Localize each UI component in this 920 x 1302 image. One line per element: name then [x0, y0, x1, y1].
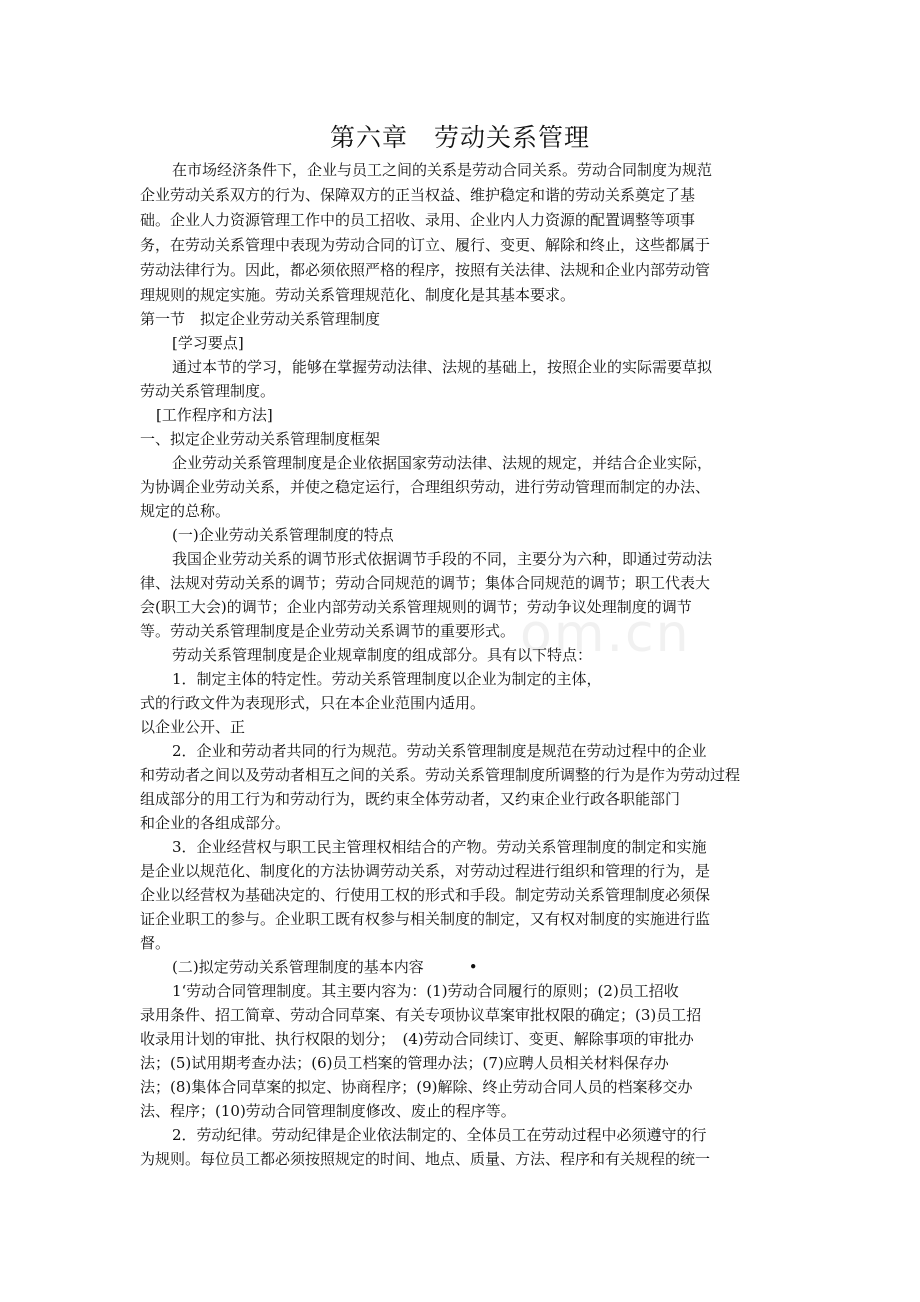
section-heading: 第一节 拟定企业劳动关系管理制度: [140, 310, 381, 328]
paragraph-line: 础。企业人力资源管理工作中的员工招收、录用、企业内人力资源的配置调整等项事: [140, 211, 696, 229]
paragraph-line: 劳动法律行为。因此，都必须依照严格的程序，按照有关法律、法规和企业内部劳动管: [140, 261, 711, 279]
paragraph-line: 1．制定主体的特定性。劳动关系管理制度以企业为制定的主体，: [172, 670, 602, 688]
paragraph-line: 企业以经营权为基础决定的、行使用工权的形式和手段。制定劳动关系管理制度必须保: [140, 886, 711, 904]
paragraph-line: 法；(8)集体合同草案的拟定、协商程序；(9)解除、终止劳动合同人员的档案移交办: [140, 1078, 693, 1096]
paragraph-line: 劳动关系管理制度是企业规章制度的组成部分。具有以下特点：: [172, 646, 593, 664]
paragraph-line: 理规则的规定实施。劳动关系管理规范化、制度化是其基本要求。: [140, 286, 576, 304]
paragraph-line: 等。劳动关系管理制度是企业劳动关系调节的重要形式。: [140, 622, 516, 640]
subheading: [工作程序和方法]: [156, 406, 273, 424]
paragraph-line: 企业劳动关系双方的行为、保障双方的正当权益、维护稳定和谐的劳动关系奠定了基: [140, 186, 696, 204]
paragraph-line: 务，在劳动关系管理中表现为劳动合同的订立、履行、变更、解除和终止，这些都属于: [140, 236, 711, 254]
paragraph-line: 律、法规对劳动关系的调节；劳动合同规范的调节；集体合同规范的调节；职工代表大: [140, 574, 711, 592]
paragraph-line: 为规则。每位员工都必须按照规定的时间、地点、质量、方法、程序和有关规程的统一: [140, 1150, 711, 1168]
paragraph-line: 企业劳动关系管理制度是企业依据国家劳动法律、法规的规定，并结合企业实际，: [172, 454, 713, 472]
paragraph-line: 2．劳动纪律。劳动纪律是企业依法制定的、全体员工在劳动过程中必须遵守的行: [172, 1126, 707, 1144]
paragraph-line: 2．企业和劳动者共同的行为规范。劳动关系管理制度是规范在劳动过程中的企业: [172, 742, 707, 760]
paragraph-line: 录用条件、招工简章、劳动合同草案、有关专项协议草案审批权限的确定；(3)员工招: [140, 1006, 702, 1024]
paragraph-line: 会(职工大会)的调节；企业内部劳动关系管理规则的调节；劳动争议处理制度的调节: [140, 598, 692, 616]
section-heading: 一、拟定企业劳动关系管理制度框架: [140, 430, 381, 448]
paragraph-line: 证企业职工的参与。企业职工既有权参与相关制度的制定，又有权对制度的实施进行监: [140, 910, 711, 928]
subheading: [学习要点]: [172, 334, 244, 352]
paragraph-line: 和企业的各组成部分。: [140, 814, 291, 832]
chapter-title: 第六章 劳动关系管理: [329, 123, 590, 152]
paragraph-line: 和劳动者之间以及劳动者相互之间的关系。劳动关系管理制度所调整的行为是作为劳动过程: [140, 766, 741, 784]
paragraph-line: 是企业以规范化、制度化的方法协调劳动关系，对劳动过程进行组织和管理的行为，是: [140, 862, 711, 880]
paragraph-line: 收录用计划的审批、执行权限的划分； (4)劳动合同续订、变更、解除事项的审批办: [140, 1030, 694, 1048]
paragraph-line: 规定的总称。: [140, 502, 231, 520]
paragraph-line: 劳动关系管理制度。: [140, 382, 276, 400]
paragraph-line: 法；(5)试用期考查办法；(6)员工档案的管理办法；(7)应聘人员相关材料保存办: [140, 1054, 669, 1072]
paragraph-line: 我国企业劳动关系的调节形式依据调节手段的不同，主要分为六种，即通过劳动法: [172, 550, 713, 568]
paragraph-line: 通过本节的学习，能够在掌握劳动法律、法规的基础上，按照企业的实际需要草拟: [172, 358, 713, 376]
paragraph-line: 式的行政文件为表现形式，只在本企业范围内适用。: [140, 694, 486, 712]
subheading: (一)企业劳动关系管理制度的特点: [172, 526, 394, 544]
paragraph-line: 组成部分的用工行为和劳动行为，既约束全体劳动者，又约束企业行政各职能部门: [140, 790, 681, 808]
subheading: (二)拟定劳动关系管理制度的基本内容 •: [172, 958, 478, 976]
paragraph-line: 以企业公开、正: [140, 718, 246, 736]
watermark: om.cn: [520, 604, 691, 664]
paragraph-line: 3．企业经营权与职工民主管理权相结合的产物。劳动关系管理制度的制定和实施: [172, 838, 707, 856]
paragraph-line: 为协调企业劳动关系，并使之稳定运行，合理组织劳动，进行劳动管理而制定的办法、: [140, 478, 711, 496]
paragraph-line: 法、程序；(10)劳动合同管理制度修改、废止的程序等。: [140, 1102, 516, 1120]
paragraph-line: 1‘劳动合同管理制度。其主要内容为：(1)劳动合同履行的原则；(2)员工招收: [172, 982, 679, 1000]
paragraph-line: 督。: [140, 934, 171, 952]
paragraph-line: 在市场经济条件下，企业与员工之间的关系是劳动合同关系。劳动合同制度为规范: [172, 161, 713, 179]
